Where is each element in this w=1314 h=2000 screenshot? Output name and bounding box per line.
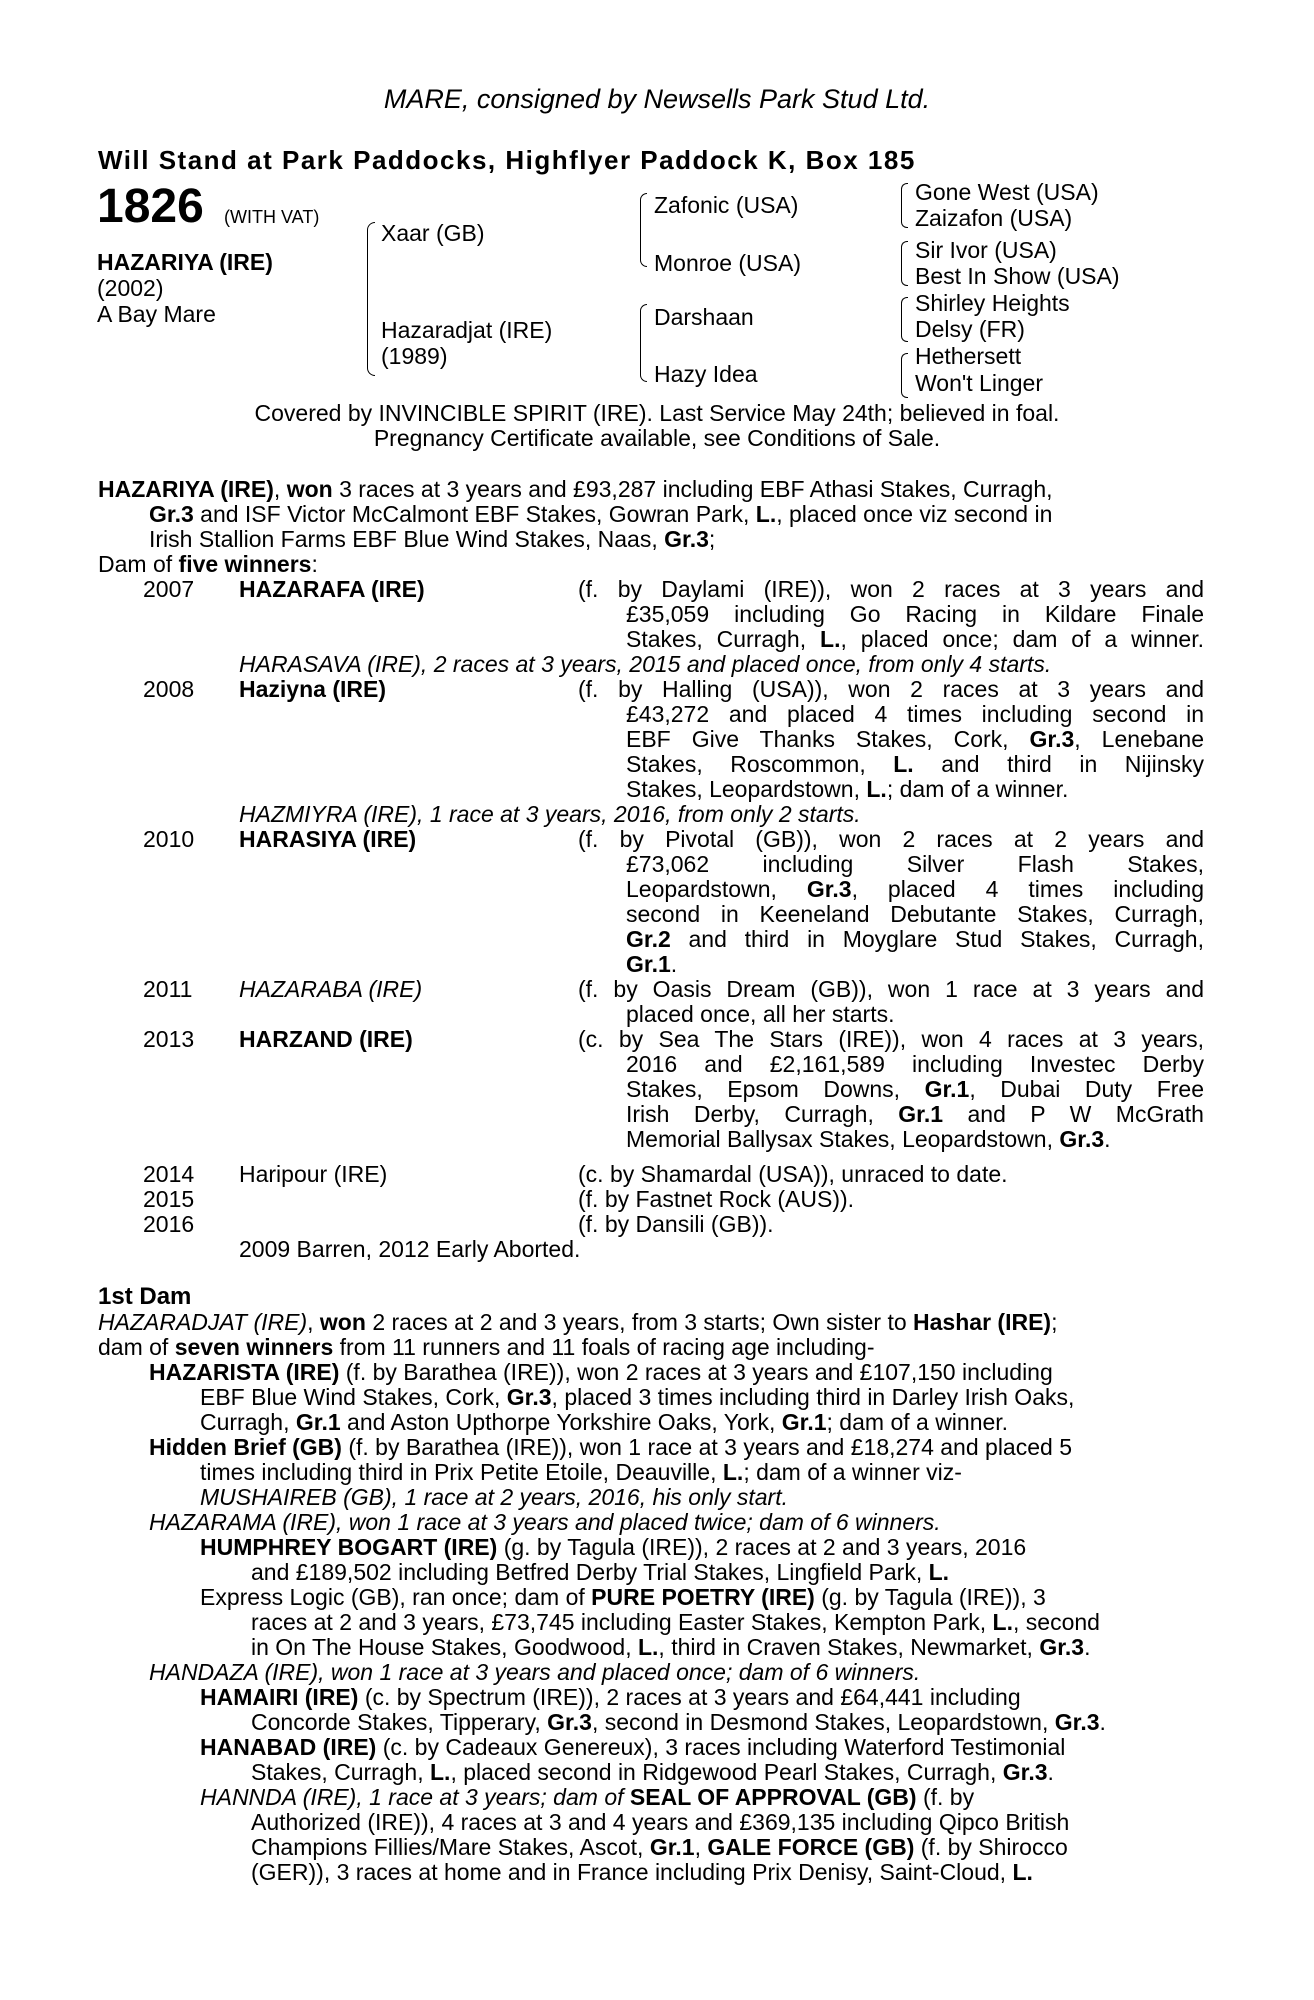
produce-name: HARASIYA (IRE): [239, 826, 417, 852]
produce-detail: Memorial Ballysax Stakes, Leopardstown, Gr.3.: [626, 1126, 1111, 1152]
first-dam-produce: HUMPHREY BOGART (IRE) (g. by Tagula (IRE)), 2 races at 2 and 3 years, 2016: [200, 1534, 1027, 1560]
first-dam-produce: EBF Blue Wind Stakes, Cork, Gr.3, placed 3 times including third in Darley Irish Oaks,: [200, 1384, 1075, 1410]
produce-year: 2013: [143, 1026, 195, 1052]
produce-detail: second in Keeneland Debutante Stakes, Curragh,: [626, 901, 1204, 927]
produce-detail: (f. by Daylami (IRE)), won 2 races at 3 years and: [578, 576, 1204, 602]
stand-location: Will Stand at Park Paddocks, Highflyer Paddock K, Box 185: [98, 145, 916, 175]
produce-detail: (f. by Dansili (GB)).: [578, 1211, 774, 1237]
produce-detail: Leopardstown, Gr.3, placed 4 times including: [626, 876, 1204, 902]
produce-detail: £35,059 including Go Racing in Kildare Finale: [626, 601, 1204, 627]
produce-name: HARZAND (IRE): [239, 1026, 413, 1052]
summary-line-1: HAZARIYA (IRE), won 3 races at 3 years and £93,287 including EBF Athasi Stakes, Curragh,: [98, 476, 1053, 502]
summary-line-4: Dam of five winners:: [98, 551, 318, 577]
first-dam-line-2: dam of seven winners from 11 runners and 11 foals of racing age including-: [98, 1334, 875, 1360]
first-dam-produce: Stakes, Curragh, L., placed second in Ridgewood Pearl Stakes, Curragh, Gr.3.: [251, 1759, 1054, 1785]
pedigree-dam-year: (1989): [381, 343, 448, 369]
vat-note: (WITH VAT): [224, 207, 320, 227]
produce-detail: Stakes, Curragh, L., placed once; dam of a winner.: [626, 626, 1204, 652]
pedigree-gen3-2: Zaizafon (USA): [915, 205, 1073, 231]
produce-year: 2008: [143, 676, 195, 702]
pedigree-gen3-7: Hethersett: [915, 343, 1022, 369]
pedigree-brace-1: [367, 222, 375, 376]
produce-detail: (f. by Halling (USA)), won 2 races at 3 years and: [578, 676, 1204, 702]
first-dam-produce: HAMAIRI (IRE) (c. by Spectrum (IRE)), 2 races at 3 years and £64,441 including: [200, 1684, 1021, 1710]
summary-line-3: Irish Stallion Farms EBF Blue Wind Stakes, Naas, Gr.3;: [149, 526, 716, 552]
pedigree-dam: Hazaradjat (IRE): [381, 317, 553, 343]
produce-detail: Stakes, Roscommon, L. and third in Nijinsky: [626, 751, 1204, 777]
produce-detail: 2016 and £2,161,589 including Investec Derby: [626, 1051, 1204, 1077]
first-dam-produce: Champions Fillies/Mare Stakes, Ascot, Gr.1, GALE FORCE (GB) (f. by Shirocco: [251, 1834, 1068, 1860]
summary-line-2: Gr.3 and ISF Victor McCalmont EBF Stakes, Gowran Park, L., placed once viz second in: [149, 501, 1053, 527]
first-dam-produce: HAZARAMA (IRE), won 1 race at 3 years and placed twice; dam of 6 winners.: [149, 1509, 941, 1535]
pedigree-brace-2a: [640, 193, 647, 267]
first-dam-produce: Concorde Stakes, Tipperary, Gr.3, second in Desmond Stakes, Leopardstown, Gr.3.: [251, 1709, 1106, 1735]
pedigree-sire: Xaar (GB): [381, 220, 485, 246]
produce-detail: (c. by Sea The Stars (IRE)), won 4 races at 3 years,: [578, 1026, 1204, 1052]
produce-year: 2015: [143, 1186, 195, 1212]
first-dam-produce: HAZARISTA (IRE) (f. by Barathea (IRE)), won 2 races at 3 years and £107,150 including: [149, 1359, 1053, 1385]
produce-detail: (f. by Pivotal (GB)), won 2 races at 2 years and: [578, 826, 1204, 852]
covered-line: Covered by INVINCIBLE SPIRIT (IRE). Last Service May 24th; believed in foal.: [254, 400, 1060, 426]
consignor-line: MARE, consigned by Newsells Park Stud Ltd.: [383, 84, 931, 114]
first-dam-produce: MUSHAIREB (GB), 1 race at 2 years, 2016, his only start.: [200, 1484, 788, 1510]
pedigree-brace-3a: [901, 183, 908, 228]
produce-year: 2007: [143, 576, 195, 602]
first-dam-produce: times including third in Prix Petite Etoile, Deauville, L.; dam of a winner viz-: [200, 1459, 962, 1485]
produce-detail: Gr.1.: [626, 951, 678, 977]
pedigree-sire-sire: Zafonic (USA): [654, 192, 799, 218]
produce-detail: Stakes, Leopardstown, L.; dam of a winner.: [626, 776, 1069, 802]
pedigree-dam-dam: Hazy Idea: [654, 361, 758, 387]
pedigree-gen3-5: Shirley Heights: [915, 290, 1070, 316]
horse-description: A Bay Mare: [97, 301, 216, 327]
pedigree-gen3-1: Gone West (USA): [915, 179, 1099, 205]
produce-year: 2016: [143, 1211, 195, 1237]
first-dam-produce: in On The House Stakes, Goodwood, L., third in Craven Stakes, Newmarket, Gr.3.: [251, 1634, 1091, 1660]
produce-sub: HARASAVA (IRE), 2 races at 3 years, 2015 and placed once, from only 4 starts.: [239, 651, 1052, 677]
produce-year: 2011: [143, 976, 193, 1002]
produce-detail: (f. by Fastnet Rock (AUS)).: [578, 1186, 855, 1212]
pedigree-sire-dam: Monroe (USA): [654, 250, 801, 276]
first-dam-line-1: HAZARADJAT (IRE), won 2 races at 2 and 3 years, from 3 starts; Own sister to Hashar (IRE);: [98, 1309, 1058, 1335]
first-dam-produce: HANDAZA (IRE), won 1 race at 3 years and placed once; dam of 6 winners.: [149, 1659, 921, 1685]
produce-detail: placed once, all her starts.: [626, 1001, 895, 1027]
produce-name: Haripour (IRE): [239, 1161, 388, 1187]
horse-name: HAZARIYA (IRE): [97, 249, 273, 275]
pedigree-gen3-4: Best In Show (USA): [915, 263, 1120, 289]
produce-year: 2010: [143, 826, 195, 852]
produce-name: Haziyna (IRE): [239, 676, 386, 702]
pedigree-gen3-6: Delsy (FR): [915, 316, 1025, 342]
produce-detail: £43,272 and placed 4 times including second in: [626, 701, 1204, 727]
first-dam-produce: Hidden Brief (GB) (f. by Barathea (IRE)), won 1 race at 3 years and £18,274 and placed 5: [149, 1434, 1072, 1460]
first-dam-produce: Authorized (IRE)), 4 races at 3 and 4 years and £369,135 including Qipco British: [251, 1809, 1070, 1835]
pedigree-gen3-3: Sir Ivor (USA): [915, 237, 1057, 263]
first-dam-produce: (GER)), 3 races at home and in France including Prix Denisy, Saint-Cloud, L.: [251, 1859, 1033, 1885]
produce-detail: Gr.2 and third in Moyglare Stud Stakes, Curragh,: [626, 926, 1204, 952]
pregnancy-line: Pregnancy Certificate available, see Conditions of Sale.: [373, 425, 941, 451]
produce-year: 2014: [143, 1161, 195, 1187]
first-dam-produce: Express Logic (GB), ran once; dam of PURE POETRY (IRE) (g. by Tagula (IRE)), 3: [200, 1584, 1046, 1610]
produce-detail: (f. by Oasis Dream (GB)), won 1 race at 3 years and: [578, 976, 1204, 1002]
produce-detail: (c. by Shamardal (USA)), unraced to date.: [578, 1161, 1008, 1187]
pedigree-brace-3d: [901, 353, 908, 398]
first-dam-produce: and £189,502 including Betfred Derby Trial Stakes, Lingfield Park, L.: [251, 1559, 950, 1585]
pedigree-brace-3c: [901, 297, 908, 342]
produce-sub: HAZMIYRA (IRE), 1 race at 3 years, 2016, from only 2 starts.: [239, 801, 861, 827]
produce-detail: EBF Give Thanks Stakes, Cork, Gr.3, Lenebane: [626, 726, 1204, 752]
produce-name: HAZARABA (IRE): [239, 976, 423, 1002]
first-dam-produce: Curragh, Gr.1 and Aston Upthorpe Yorkshire Oaks, York, Gr.1; dam of a winner.: [200, 1409, 1009, 1435]
produce-barren-note: 2009 Barren, 2012 Early Aborted.: [239, 1236, 581, 1262]
first-dam-produce: HANABAD (IRE) (c. by Cadeaux Genereux), 3 races including Waterford Testimonial: [200, 1734, 1066, 1760]
produce-name: HAZARAFA (IRE): [239, 576, 425, 602]
pedigree-gen3-8: Won't Linger: [915, 370, 1043, 396]
first-dam-produce: races at 2 and 3 years, £73,745 including Easter Stakes, Kempton Park, L., second: [251, 1609, 1100, 1635]
first-dam-produce: HANNDA (IRE), 1 race at 3 years; dam of SEAL OF APPROVAL (GB) (f. by: [200, 1784, 975, 1810]
horse-year: (2002): [97, 275, 164, 301]
produce-detail: £73,062 including Silver Flash Stakes,: [626, 851, 1204, 877]
first-dam-heading: 1st Dam: [98, 1283, 192, 1310]
produce-detail: Stakes, Epsom Downs, Gr.1, Dubai Duty Free: [626, 1076, 1204, 1102]
produce-detail: Irish Derby, Curragh, Gr.1 and P W McGrath: [626, 1101, 1204, 1127]
pedigree-dam-sire: Darshaan: [654, 304, 754, 330]
pedigree-brace-3b: [901, 241, 908, 286]
lot-number: 1826: [97, 180, 204, 233]
pedigree-brace-2b: [640, 304, 647, 382]
